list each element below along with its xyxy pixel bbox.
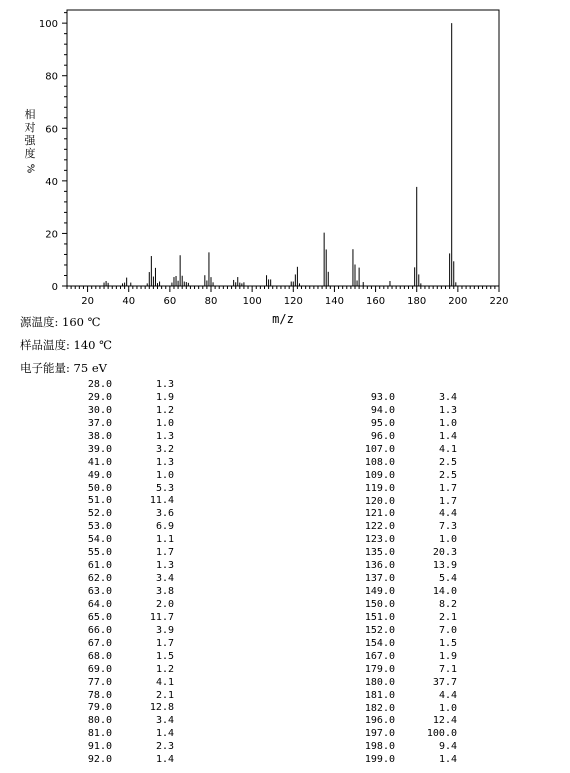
peak-mz: 179.0 [364, 663, 395, 675]
peak-mz: 92.0 [87, 754, 112, 766]
peak-table-row [355, 444, 457, 457]
peak-mz: 39.0 [87, 443, 112, 455]
peak-intensity: 1.2 [155, 404, 174, 416]
peak-intensity: 3.2 [155, 443, 174, 455]
y-tick-label: 80 [45, 71, 58, 83]
y-axis-label-char: 度 [24, 147, 36, 160]
peak-table-row [355, 560, 457, 573]
peak-mz: 151.0 [364, 611, 395, 623]
peak-intensity: 13.9 [432, 560, 457, 572]
peak-table-row [72, 457, 174, 470]
peak-intensity: 7.3 [438, 521, 457, 533]
peak-table-row [72, 508, 174, 521]
peak-mz: 121.0 [364, 508, 395, 520]
peak-table-left [72, 379, 174, 767]
peak-mz: 196.0 [364, 715, 395, 727]
peak-intensity: 1.3 [438, 404, 457, 416]
peak-mz: 50.0 [87, 482, 112, 494]
peak-intensity: 3.8 [155, 586, 174, 597]
peak-table-row [72, 431, 174, 444]
peak-mz: 107.0 [364, 443, 395, 455]
peak-mz: 61.0 [87, 560, 112, 572]
peak-intensity: 11.7 [149, 611, 174, 623]
peak-mz: 29.0 [87, 391, 112, 403]
x-tick-label: 160 [366, 296, 386, 307]
peak-mz: 66.0 [87, 624, 112, 636]
peak-mz: 78.0 [87, 689, 112, 701]
peak-table-row [355, 599, 457, 612]
peak-intensity: 1.2 [155, 663, 174, 675]
peak-intensity: 3.6 [155, 508, 174, 520]
peak-intensity: 2.1 [438, 611, 457, 623]
peak-mz: 167.0 [364, 650, 395, 662]
peak-table-row [355, 496, 457, 509]
peak-table-row [355, 470, 457, 483]
peak-intensity: 6.9 [155, 521, 174, 533]
peak-mz: 63.0 [87, 586, 112, 597]
peak-mz: 37.0 [87, 417, 112, 429]
peak-table-row [355, 534, 457, 547]
peak-mz: 67.0 [87, 637, 112, 649]
peak-table-row [72, 392, 174, 405]
peak-intensity: 1.0 [438, 417, 457, 429]
x-tick-label: 20 [81, 296, 94, 307]
electron-energy: 电子能量: 75 eV [20, 361, 107, 375]
peak-intensity: 7.0 [438, 624, 457, 636]
peak-mz: 199.0 [364, 754, 395, 766]
peak-intensity: 1.9 [155, 391, 174, 403]
peak-intensity: 1.3 [155, 430, 174, 442]
peak-intensity: 4.1 [155, 676, 174, 688]
peak-mz: 198.0 [364, 741, 395, 753]
spectrum-peaks [104, 23, 456, 286]
peak-intensity: 1.0 [155, 469, 174, 481]
peak-mz: 152.0 [364, 624, 395, 636]
peak-mz: 95.0 [370, 417, 395, 429]
peak-intensity: 3.4 [438, 392, 457, 403]
peak-table-row [72, 702, 174, 715]
peak-table-row [72, 495, 174, 508]
peak-table-row [72, 728, 174, 741]
peak-table-row [355, 703, 457, 716]
peak-table-row [72, 418, 174, 431]
peak-mz: 150.0 [364, 599, 395, 610]
peak-mz: 154.0 [364, 637, 395, 649]
peak-mz: 123.0 [364, 534, 395, 546]
peak-table-row [72, 754, 174, 767]
peak-mz: 30.0 [87, 404, 112, 416]
peak-mz: 182.0 [364, 702, 395, 714]
peak-table-row [355, 741, 457, 754]
x-tick-label: 40 [122, 296, 136, 307]
peak-table-row [355, 392, 457, 405]
peak-table-row [72, 741, 174, 754]
peak-mz: 51.0 [87, 495, 112, 507]
peak-table-row [355, 586, 457, 599]
peak-table-row [355, 547, 457, 560]
peak-mz: 64.0 [87, 598, 112, 610]
peak-intensity: 4.4 [438, 689, 457, 701]
x-tick-label: 180 [407, 296, 427, 307]
peak-table-row [355, 664, 457, 677]
peak-mz: 68.0 [87, 650, 112, 662]
peak-mz: 91.0 [87, 741, 112, 753]
peak-table-row [72, 715, 174, 728]
y-tick-label: 0 [51, 282, 58, 293]
peak-table-row [72, 651, 174, 664]
peak-mz: 181.0 [364, 689, 395, 701]
peak-mz: 96.0 [370, 430, 395, 442]
y-axis-label-char: 对 [24, 121, 36, 134]
peak-intensity: 3.9 [155, 624, 174, 636]
peak-mz: 49.0 [87, 469, 112, 481]
peak-intensity: 1.4 [438, 754, 457, 766]
peak-intensity: 1.0 [438, 534, 457, 546]
peak-table-row [72, 547, 174, 560]
peak-table-row [355, 677, 457, 690]
peak-intensity: 1.4 [155, 728, 174, 740]
peak-table-row [72, 677, 174, 690]
peak-intensity: 1.3 [155, 379, 174, 390]
peak-intensity: 12.4 [432, 715, 457, 727]
x-tick-label: 100 [242, 296, 262, 307]
peak-table-row [72, 405, 174, 418]
peak-intensity: 2.3 [155, 741, 174, 753]
peak-intensity: 37.7 [432, 676, 457, 688]
peak-intensity: 1.3 [155, 456, 174, 468]
peak-mz: 109.0 [364, 469, 395, 481]
peak-table-row [355, 483, 457, 496]
peak-mz: 55.0 [87, 547, 112, 559]
peak-mz: 149.0 [364, 586, 395, 598]
peak-table-row [72, 521, 174, 534]
peak-intensity: 1.5 [438, 637, 457, 649]
peak-intensity: 1.7 [155, 637, 174, 649]
peak-mz: 79.0 [87, 702, 112, 714]
x-axis-label: m/z [272, 312, 294, 326]
peak-intensity: 1.9 [438, 650, 457, 662]
peak-intensity: 1.3 [155, 560, 174, 572]
peak-intensity: 5.4 [438, 573, 457, 585]
peak-intensity: 14.0 [432, 586, 457, 598]
peak-intensity: 2.5 [438, 456, 457, 468]
peak-table-row [72, 470, 174, 483]
x-tick-label: 220 [489, 296, 509, 307]
x-tick-label: 120 [283, 296, 303, 307]
peak-mz: 93.0 [370, 392, 395, 403]
peak-mz: 53.0 [87, 521, 112, 533]
peak-table-row [72, 625, 174, 638]
peak-table-row [355, 573, 457, 586]
y-tick-label: 60 [45, 124, 58, 136]
peak-mz: 197.0 [364, 728, 395, 740]
peak-mz: 137.0 [364, 573, 395, 585]
peak-mz: 108.0 [364, 456, 395, 468]
peak-intensity: 1.7 [438, 482, 457, 494]
peak-table-row [355, 405, 457, 418]
peak-table-row [72, 483, 174, 496]
peak-table-row [355, 431, 457, 444]
peak-mz: 41.0 [87, 456, 112, 468]
peak-table-row [72, 612, 174, 625]
peak-intensity: 5.3 [155, 482, 174, 494]
y-axis-label-char: 相 [24, 108, 36, 121]
peak-intensity: 4.4 [438, 508, 457, 520]
peak-table-row [355, 754, 457, 767]
peak-table-row [355, 457, 457, 470]
source-temperature: 源温度: 160 ℃ [20, 315, 101, 329]
peak-intensity: 9.4 [438, 741, 457, 753]
peak-intensity: 11.4 [149, 495, 174, 507]
peak-intensity: 12.8 [149, 702, 174, 714]
peak-table-row [355, 690, 457, 703]
y-tick-label: 40 [45, 176, 58, 188]
peak-intensity: 20.3 [432, 547, 457, 559]
peak-intensity: 1.7 [438, 495, 457, 507]
peak-mz: 119.0 [364, 482, 395, 494]
peak-mz: 69.0 [87, 663, 112, 675]
peak-table-right [355, 392, 457, 767]
y-axis-label-unit: % [24, 163, 36, 174]
y-axis-label [22, 108, 38, 175]
peak-mz: 94.0 [370, 404, 395, 416]
peak-mz: 62.0 [87, 573, 112, 585]
sample-temperature: 样品温度: 140 ℃ [20, 338, 112, 352]
y-tick-label: 20 [45, 229, 58, 241]
peak-table-row [72, 638, 174, 651]
peak-mz: 122.0 [364, 521, 395, 533]
peak-mz: 28.0 [87, 379, 112, 390]
peak-table-row [72, 586, 174, 599]
peak-mz: 136.0 [364, 560, 395, 572]
peak-intensity: 2.5 [438, 469, 457, 481]
peak-intensity: 1.5 [155, 650, 174, 662]
y-tick-label: 100 [38, 19, 58, 31]
x-tick-label: 140 [324, 296, 344, 307]
peak-mz: 52.0 [87, 508, 112, 520]
peak-mz: 38.0 [87, 430, 112, 442]
peak-table-row [355, 651, 457, 664]
peak-table-row [355, 508, 457, 521]
peak-intensity: 4.1 [438, 443, 457, 455]
peak-mz: 81.0 [87, 728, 112, 740]
peak-table-row [355, 418, 457, 431]
peak-table-row [355, 521, 457, 534]
peak-table-row [72, 690, 174, 703]
peak-mz: 80.0 [87, 715, 112, 727]
peak-intensity: 1.4 [155, 754, 174, 766]
x-tick-label: 200 [448, 296, 468, 307]
peak-table-row [355, 612, 457, 625]
peak-intensity: 1.4 [438, 430, 457, 442]
peak-intensity: 8.2 [438, 599, 457, 610]
peak-table-row [355, 625, 457, 638]
plot-frame [67, 10, 499, 286]
peak-table-row [72, 573, 174, 586]
peak-intensity: 1.7 [155, 547, 174, 559]
x-tick-label: 80 [204, 296, 218, 307]
peak-intensity: 1.0 [438, 702, 457, 714]
peak-intensity: 3.4 [155, 573, 174, 585]
peak-intensity: 2.1 [155, 689, 174, 701]
peak-mz: 120.0 [364, 495, 395, 507]
peak-mz: 54.0 [87, 534, 112, 546]
peak-mz: 180.0 [364, 676, 395, 688]
peak-table-row [72, 379, 174, 392]
peak-intensity: 3.4 [155, 715, 174, 727]
peak-mz: 135.0 [364, 547, 395, 559]
peak-mz: 77.0 [87, 676, 112, 688]
peak-table-row [355, 638, 457, 651]
peak-table-row [72, 664, 174, 677]
peak-mz: 65.0 [87, 611, 112, 623]
x-tick-label: 60 [163, 296, 177, 307]
y-axis-label-char: 强 [24, 134, 36, 147]
peak-table-row [72, 599, 174, 612]
peak-table-row [355, 715, 457, 728]
peak-table-row [355, 728, 457, 741]
peak-table-row [72, 444, 174, 457]
peak-intensity: 1.0 [155, 417, 174, 429]
peak-table-row [72, 560, 174, 573]
x-axis-ticks [67, 286, 509, 307]
peak-table-row [72, 534, 174, 547]
peak-intensity: 7.1 [438, 663, 457, 675]
peak-intensity: 1.1 [155, 534, 174, 546]
peak-intensity: 100.0 [426, 728, 457, 740]
y-axis-ticks [39, 13, 67, 293]
peak-intensity: 2.0 [155, 598, 174, 610]
